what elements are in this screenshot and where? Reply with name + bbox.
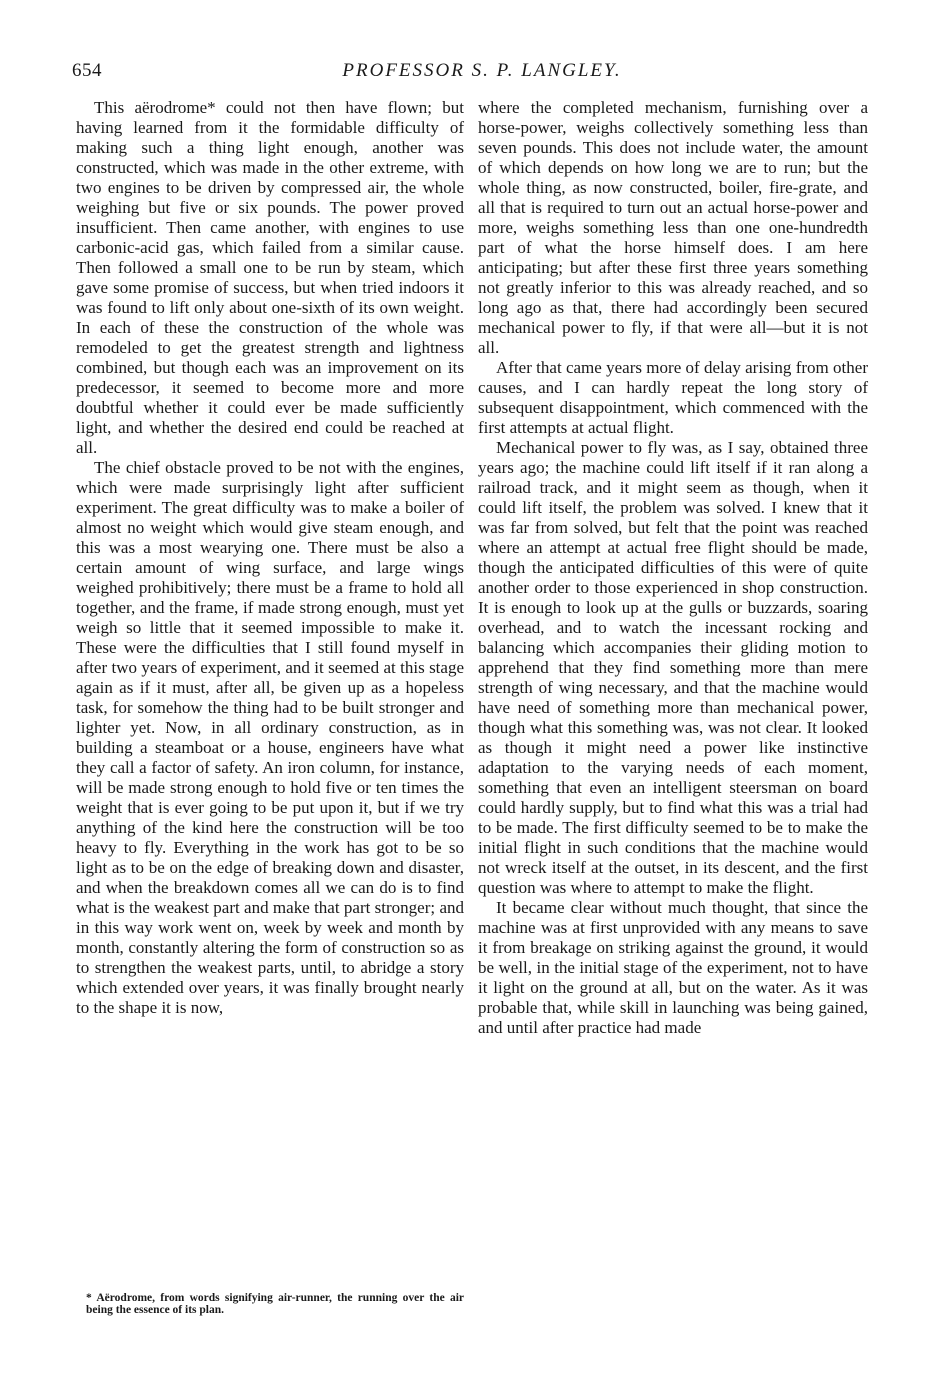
running-title: PROFESSOR S. P. LANGLEY. — [342, 60, 622, 81]
left-column — [76, 98, 464, 1018]
paragraph: It became clear without much thought, that since the machine was at first unprovided with any means to save it from breakage on striking against the ground, it would be well, in the initial stage of the experiment, not to have it light on the ground at all, but on the water. As it was probable that, while skill in launching was being gained, and until after practice had made — [478, 898, 868, 1037]
right-column — [478, 98, 868, 1038]
paragraph: This aërodrome* could not then have flown; but having learned from it the formidable difficulty of making such a thing light enough, another was constructed, which was made in the other extreme, with two engines to be driven by compressed air, the whole weighing but five or six pounds. The power proved insufficient. Then came another, with engines to use carbonic-acid gas, which failed from a similar cause. Then followed a small one to be run by steam, which gave some promise of success, but when tried indoors it was found to lift only about one-sixth of its own weight. In each of these the construction of the whole was remodeled to get the greatest strength and lightness combined, but though each was an improvement on its predecessor, it seemed to become more and more doubtful whether it could ever be made sufficiently light, and whether the desired end could be reached at all. — [76, 98, 464, 457]
paragraph: The chief obstacle proved to be not with the engines, which were made surprisingly light after sufficient experiment. The great difficulty was to make a boiler of almost no weight which would give steam enough, and this was a most wearying one. There must be also a certain amount of wing surface, and large wings weighed prohibitively; there must be a frame to hold all together, and the frame, if made strong enough, must yet weigh so little that it seemed impossible to make it. These were the difficulties that I still found myself in after two years of experiment, and it seemed at this stage again as if it must, after all, be given up as a hopeless task, for somehow the thing had to be built stronger and lighter yet. Now, in all ordinary construction, as in building a steamboat or a house, engineers have what they call a factor of safety. An iron column, for instance, will be made strong enough to hold five or ten times the weight that is ever going to be put upon it, but if we try anything of the kind here the construction will be too heavy to fly. Everything in the work has got to be so light as to be on the edge of breaking down and disaster, and when the breakdown comes all we can do is to find what is the weakest part and make that part stronger; and in this way work went on, week by week and month by month, constantly altering the form of construction so as to strengthen the weakest parts, until, to abridge a story which extended over years, it was finally brought nearly to the shape it is now, — [76, 458, 464, 1017]
paragraph: Mechanical power to fly was, as I say, obtained three years ago; the machine could lift itself if it ran along a railroad track, and it might seem as though, when it could lift itself, the problem was solved. I knew that it was far from solved, but felt that the point was reached where an attempt at actual free flight should be made, though the anticipated difficulties of this were of quite another order to those experienced in shop construction. It is enough to look up at the gulls or buzzards, soaring overhead, and to watch the incessant rocking and balancing which accompanies their gliding motion to apprehend that they find something more than mere strength of wing necessary, and that the machine would have need of something more than mechanical power, though what this something was, was not clear. It looked as though it might need a power like instinctive adaptation to the varying needs of each moment, something that even an intelligent steersman on board could hardly supply, but to find what this was a trial had to be made. The first difficulty seemed to be to make the initial flight in such conditions that the machine would not wreck itself at the outset, in its descent, and the first question was where to attempt to make the flight. — [478, 438, 868, 897]
paragraph: After that came years more of delay arising from other causes, and I can hardly repeat the long story of subsequent disappointment, which commenced with the first attempts at actual flight. — [478, 358, 868, 437]
running-head — [72, 60, 872, 86]
footnote: * Aërodrome, from words signifying air-runner, the running over the air being the essence of its plan. — [86, 1292, 464, 1316]
paragraph-continued: where the completed mechanism, furnishing over a horse-power, weighs collectively something less than seven pounds. This does not include water, the amount of which depends on how long we are to run; but the whole thing, as now constructed, boiler, fire-grate, and all that is required to turn out an actual horse-power and more, weighs something less than one one-hundredth part of what the horse himself does. I am here anticipating; but after these first three years something not greatly inferior to this was already reached, and so long ago as that, there had accordingly been secured mechanical power to fly, if that were all—but it is not all. — [478, 98, 868, 357]
page-number: 654 — [72, 60, 102, 81]
